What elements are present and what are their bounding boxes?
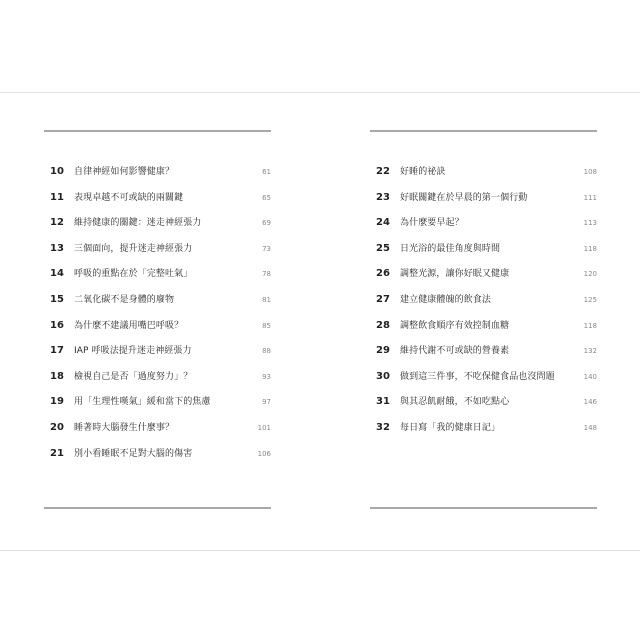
book-spread [0, 92, 640, 551]
page-number: 140 [583, 372, 597, 381]
chapter-number: 21 [50, 447, 64, 459]
page-number: 146 [583, 398, 597, 407]
chapter-number: 22 [376, 166, 390, 177]
chapter-title: 建立健康體魄的飲食法 [400, 294, 492, 305]
page-number: 97 [262, 398, 271, 407]
page-number: 118 [583, 321, 597, 330]
bottom-rule [370, 507, 597, 509]
toc-entry [370, 395, 597, 421]
toc-entry [370, 370, 597, 396]
chapter-number: 28 [376, 319, 390, 331]
toc-entry [44, 421, 271, 447]
toc-list [370, 165, 597, 447]
toc-entry [44, 216, 271, 242]
toc-entry [44, 293, 271, 319]
chapter-title: 好眠關鍵在於早晨的第一個行動 [400, 192, 528, 203]
toc-entry [44, 447, 271, 473]
chapter-title: 睡著時大腦發生什麼事？ [74, 422, 175, 433]
toc-entry [370, 242, 597, 268]
chapter-title: 維持健康的關鍵：迷走神經張力 [74, 218, 202, 229]
chapter-number: 24 [376, 217, 390, 229]
chapter-title: 好睡的祕訣 [400, 167, 446, 177]
toc-list [44, 165, 271, 472]
page-number: 78 [262, 270, 271, 279]
chapter-title: 與其忍飢耐餓，不如吃點心 [400, 397, 510, 408]
toc-entry [370, 319, 597, 345]
toc-entry [44, 165, 271, 191]
chapter-title: 自律神經如何影響健康？ [74, 167, 175, 177]
toc-entry [44, 267, 271, 293]
chapter-number: 30 [376, 370, 390, 382]
toc-entry [44, 344, 271, 370]
chapter-number: 25 [376, 242, 390, 254]
chapter-title: 別小看睡眠不足對大腦的傷害 [74, 448, 193, 459]
chapter-number: 32 [376, 421, 390, 433]
chapter-number: 17 [50, 345, 64, 357]
page-number: 125 [583, 295, 597, 304]
chapter-title: 為什麼要早起？ [400, 218, 464, 229]
chapter-title: 日光浴的最佳角度與時間 [400, 243, 501, 254]
chapter-number: 29 [376, 345, 390, 357]
chapter-title: 用「生理性嘆氣」緩和當下的焦慮 [74, 397, 211, 408]
chapter-number: 26 [376, 268, 390, 280]
bottom-rule [44, 507, 271, 509]
page-number: 81 [262, 295, 271, 304]
chapter-number: 14 [50, 268, 64, 280]
page-number: 85 [262, 321, 271, 330]
toc-entry [44, 370, 271, 396]
chapter-title: 調整飲食順序有效控制血糖 [400, 320, 510, 331]
chapter-number: 13 [50, 242, 64, 254]
chapter-number: 19 [50, 396, 64, 408]
page-number: 113 [583, 219, 597, 228]
toc-entry [370, 293, 597, 319]
toc-entry [370, 344, 597, 370]
left-page-toc [44, 130, 271, 472]
chapter-title: 為什麼不建議用嘴巴呼吸？ [74, 320, 184, 331]
page-number: 106 [257, 449, 271, 458]
chapter-title: 表現卓越不可或缺的兩關鍵 [74, 192, 184, 203]
page-number: 132 [583, 347, 597, 356]
page-number: 93 [262, 372, 271, 381]
toc-entry [370, 191, 597, 217]
toc-entry [370, 267, 597, 293]
toc-entry [44, 319, 271, 345]
chapter-title: 三個面向，提升迷走神經張力 [74, 243, 193, 254]
page-number: 69 [262, 219, 271, 228]
chapter-number: 10 [50, 166, 64, 177]
page-number: 120 [583, 270, 597, 279]
top-rule [44, 130, 271, 132]
chapter-title: 呼吸的重點在於「完整吐氣」 [74, 269, 193, 280]
chapter-number: 31 [376, 396, 390, 408]
page-number: 73 [262, 244, 271, 253]
toc-entry [44, 191, 271, 217]
chapter-title: 做到這三件事，不吃保健食品也沒問題 [400, 371, 555, 382]
chapter-title: IAP 呼吸法提升迷走神經張力 [74, 346, 192, 357]
chapter-title: 檢視自己是否「過度努力」？ [74, 371, 193, 382]
toc-entry [44, 395, 271, 421]
toc-entry [370, 421, 597, 447]
top-rule [370, 130, 597, 132]
page-number: 108 [583, 168, 597, 176]
chapter-number: 18 [50, 370, 64, 382]
page-number: 65 [262, 193, 271, 202]
chapter-number: 23 [376, 191, 390, 203]
chapter-number: 11 [50, 191, 64, 203]
page-number: 101 [257, 423, 271, 432]
page-number: 61 [262, 168, 271, 176]
page-number: 148 [583, 423, 597, 432]
page-number: 111 [583, 193, 597, 202]
chapter-number: 15 [50, 293, 64, 305]
chapter-number: 12 [50, 217, 64, 229]
page-number: 88 [262, 347, 271, 356]
page-number: 118 [583, 244, 597, 253]
toc-entry [370, 165, 597, 191]
chapter-number: 20 [50, 421, 64, 433]
chapter-number: 16 [50, 319, 64, 331]
right-page-toc [370, 130, 597, 447]
chapter-title: 二氧化碳不是身體的廢物 [74, 294, 175, 305]
chapter-title: 每日寫「我的健康日記」 [400, 422, 501, 433]
toc-entry [44, 242, 271, 268]
chapter-title: 維持代謝不可或缺的營養素 [400, 346, 510, 357]
chapter-title: 調整光源，讓你好眠又健康 [400, 269, 510, 280]
toc-entry [370, 216, 597, 242]
chapter-number: 27 [376, 293, 390, 305]
